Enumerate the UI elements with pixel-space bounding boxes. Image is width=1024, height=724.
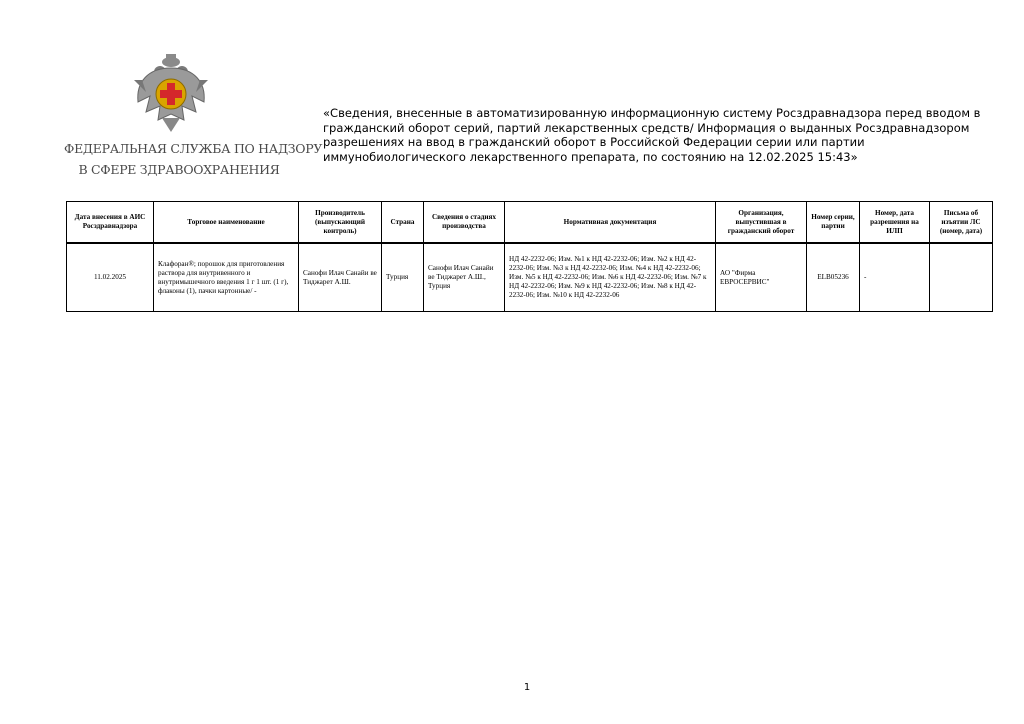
column-header: Дата внесения в АИС Росздравнадзора xyxy=(67,202,154,244)
cell-production-stages: Санофи Илач Санайи ве Тиджарет А.Ш., Турция xyxy=(424,243,505,312)
cell-date: 11.02.2025 xyxy=(67,243,154,312)
column-header: Письма об изъятии ЛС (номер, дата) xyxy=(930,202,993,244)
column-header: Номер, дата разрешения на ИЛП xyxy=(860,202,930,244)
cell-withdrawal-letters xyxy=(930,243,993,312)
table-header-row xyxy=(67,202,993,244)
cell-normative-docs: НД 42-2232-06; Изм. №1 к НД 42-2232-06; Изм. №2 к НД 42-2232-06; Изм. №3 к НД 42-2232-06; Изм. №4 к НД 42-2232-06; Изм. №5 к НД 42-2232-06; Изм. №6 к НД 42-2232-06; Изм. №7 к НД 42-2232-06; Изм. №9 к НД 42-2232-06; Изм. №8 к НД 42-2232-06; Изм. №10 к НД 42-2232-06 xyxy=(505,243,716,312)
column-header: Номер серии, партии xyxy=(807,202,860,244)
document-title: «Сведения, внесенные в автоматизированную информационную систему Росздравнадзора перед вводом в гражданский оборот серий, партий лекарственных средств/ Информация о выданных Росздравнадзором разрешениях на ввод в гражданский оборот в Российской Федерации серии или партии иммунобиологического лекарственного препарата, по состоянию на 12.02.2025 15:43» xyxy=(323,106,981,164)
register-table xyxy=(66,201,993,312)
agency-name-line-1: ФЕДЕРАЛЬНАЯ СЛУЖБА ПО НАДЗОРУ xyxy=(64,141,323,156)
column-header: Сведения о стадиях производства xyxy=(424,202,505,244)
agency-name xyxy=(64,138,323,180)
cell-permit: - xyxy=(860,243,930,312)
page-number: 1 xyxy=(523,682,531,693)
table-row xyxy=(67,243,993,312)
column-header: Производитель (выпускающий контроль) xyxy=(299,202,382,244)
cell-organization: АО "Фирма ЕВРОСЕРВИС" xyxy=(716,243,807,312)
cell-country: Турция xyxy=(382,243,424,312)
column-header: Торговое наименование xyxy=(154,202,299,244)
column-header: Нормативная документация xyxy=(505,202,716,244)
agency-name-line-2: В СФЕРЕ ЗДРАВООХРАНЕНИЯ xyxy=(78,162,280,177)
column-header: Организация, выпустившая в гражданский оборот xyxy=(716,202,807,244)
cell-manufacturer: Санофи Илач Санайи ве Тиджарет А.Ш. xyxy=(299,243,382,312)
cell-batch-number: ELB05236 xyxy=(807,243,860,312)
column-header: Страна xyxy=(382,202,424,244)
roszdravnadzor-emblem-icon xyxy=(128,50,214,136)
cell-trade-name: Клафоран®; порошок для приготовления раствора для внутривенного и внутримышечного введения 1 г 1 шт. (1 г), флаконы (1), пачки картонные/ - xyxy=(154,243,299,312)
